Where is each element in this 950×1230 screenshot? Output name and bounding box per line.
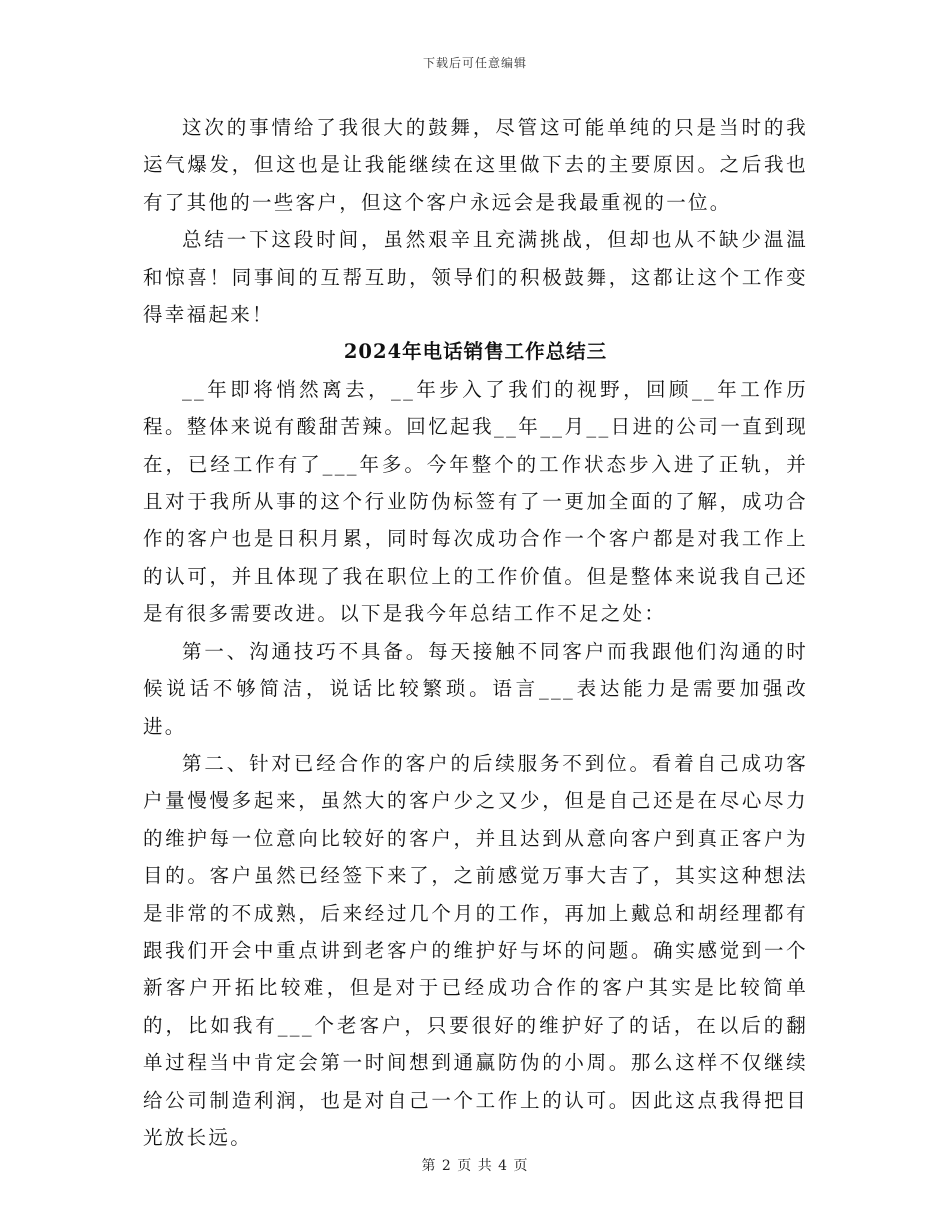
section-title: 2024年电话销售工作总结三 xyxy=(343,340,608,364)
paragraph-point-one: 第一、沟通技巧不具备。每天接触不同客户而我跟他们沟通的时候说话不够简洁，说话比较繁琐。语言___表达能力是需要加强改进。 xyxy=(143,639,809,738)
paragraph-period-summary: 总结一下这段时间，虽然艰辛且充满挑战，但却也从不缺少温温和惊喜！同事间的互帮互助，领导们的积极鼓舞，这都让这个工作变得幸福起来！ xyxy=(143,228,808,327)
paragraph-year-review: __年即将悄然离去，__年步入了我们的视野，回顾__年工作历程。整体来说有酸甜苦辣。回忆起我__年__月__日进的公司一直到现在，已经工作有了___年多。今年整个的工作状态步入进了正轨，并且对于我所从事的这个行业防伪标签有了一更加全面的了解，成功合作的客户也是日积月累，同时每次成功合作一个客户都是对我工作上的认可，并且体现了我在职位上的工作价值。但是整体来说我自己还是有很多需要改进。以下是我今年总结工作不足之处： xyxy=(143,377,808,626)
paragraph-encouragement: 这次的事情给了我很大的鼓舞，尽管这可能单纯的只是当时的我运气爆发，但这也是让我能继续在这里做下去的主要原因。之后我也有了其他的一些客户，但这个客户永远会是我最重视的一位。 xyxy=(143,116,808,214)
paragraph-point-two: 第二、针对已经合作的客户的后续服务不到位。看着自己成功客户量慢慢多起来，虽然大的客户少之又少，但是自己还是在尽心尽力的维护每一位意向比较好的客户，并且达到从意向客户到真正客户为目的。客户虽然已经签下来了，之前感觉万事大吉了，其实这种想法是非常的不成熟，后来经过几个月的工作，再加上戴总和胡经理都有跟我们开会中重点讲到老客户的维护好与坏的问题。确实感觉到一个新客户开拓比较难，但是对于已经成功合作的客户其实是比较简单的，比如我有___个老客户，只要很好的维护好了的话，在以后的翻单过程当中肯定会第一时间想到通赢防伪的小周。那么这样不仅继续给公司制造利润，也是对自己一个工作上的认可。因此这点我得把目光放长远。 xyxy=(143,751,808,1149)
page-number: 第 2 页 共 4 页 xyxy=(421,1158,529,1174)
page-header: 下载后可任意编辑 xyxy=(422,56,527,70)
document-body xyxy=(143,109,808,1156)
